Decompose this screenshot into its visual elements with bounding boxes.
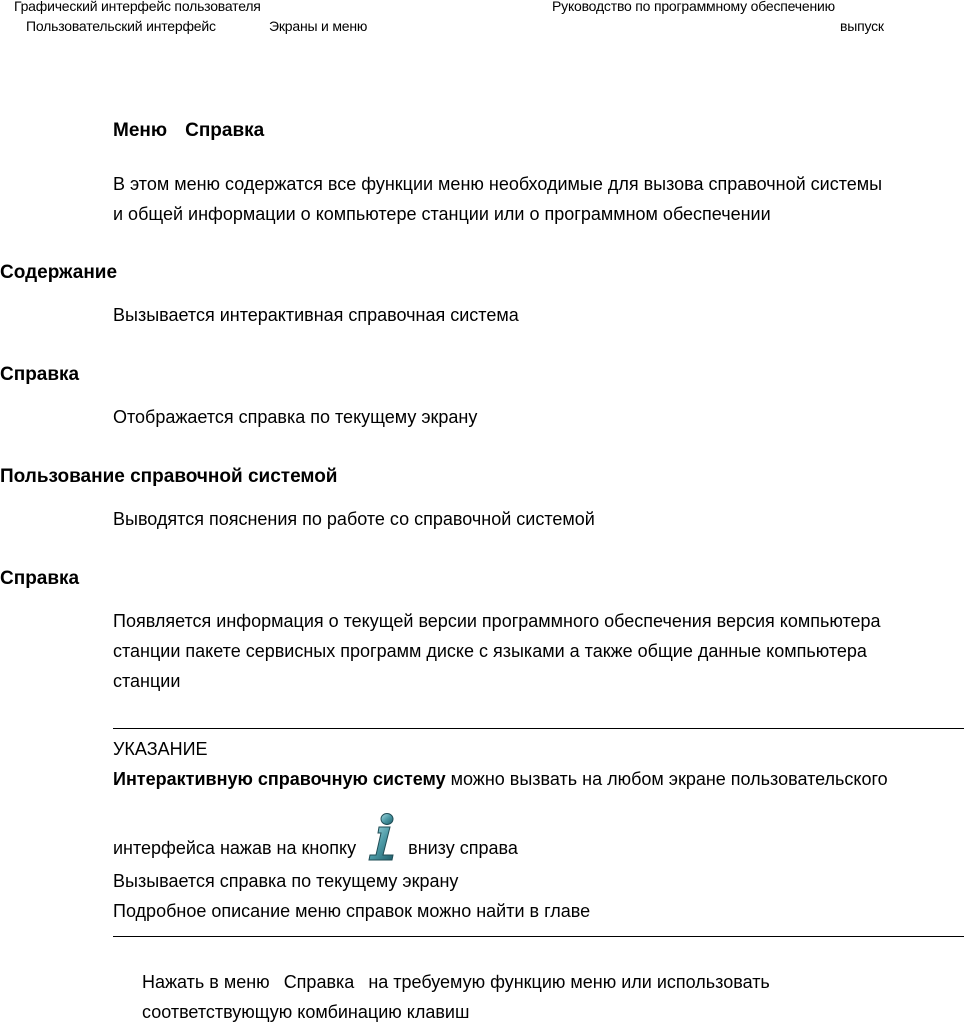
intro-paragraph [113,169,963,229]
note-line-3: Вызывается справка по текущему экрану [113,871,459,891]
note-line-1-rest: можно вызвать на любом экране пользовательского [445,769,888,789]
item-contents-desc: Вызывается интерактивная справочная система [113,305,519,325]
header-left-subsection: Экраны и меню [269,18,368,34]
menu-title [113,120,264,142]
info-icon [366,812,398,862]
item-help-title: Справка [0,364,80,385]
header-right-title: Руководство по программному обеспечению [552,0,835,14]
item-contents-title: Содержание [0,262,118,283]
note-bottom-rule [113,936,964,937]
instruction [142,967,942,1027]
header-left-section: Пользовательский интерфейс [26,18,216,34]
note-line-2 [113,812,963,862]
note-line-2-rest: внизу справа [408,838,518,858]
item-about-title: Справка [0,568,80,589]
item-using-help-desc: Выводятся пояснения по работе со справочной системой [113,509,595,529]
item-using-help-title: Пользование справочной системой [0,466,338,487]
item-help-desc: Отображается справка по текущему экрану [113,407,478,427]
instruction-line-2: соответствующую комбинацию клавиш [142,1002,470,1022]
item-about-desc-line-2: станции пакете сервисных программ диске с языками а также общие данные компьютера [113,641,867,661]
note-line-1 [113,764,963,794]
intro-line-1: В этом меню содержатся все функции меню необходимые для вызова справочной системы [113,174,883,194]
header-left-title: Графический интерфейс пользователя [14,0,261,14]
note-line-2-text: интерфейса нажав на кнопку [113,838,357,858]
intro-line-2: и общей информации о компьютере станции или о программном обеспечении [113,204,771,224]
note-line-4: Подробное описание меню справок можно найти в главе [113,901,591,921]
menu-title-prefix: Меню [113,120,168,141]
item-about-desc-line-3: станции [113,671,181,691]
instruction-line-1: Нажать в меню Справка на требуемую функцию меню или использовать [142,972,770,992]
header-right-release: выпуск [840,18,884,34]
note-bold-term: Интерактивную справочную систему [113,769,446,789]
note-top-rule [113,728,964,729]
item-about-desc [113,606,963,696]
item-about-desc-line-1: Появляется информация о текущей версии программного обеспечения версия компьютера [113,611,881,631]
menu-title-name: Справка [185,120,265,141]
note-label: УКАЗАНИЕ [113,739,208,759]
